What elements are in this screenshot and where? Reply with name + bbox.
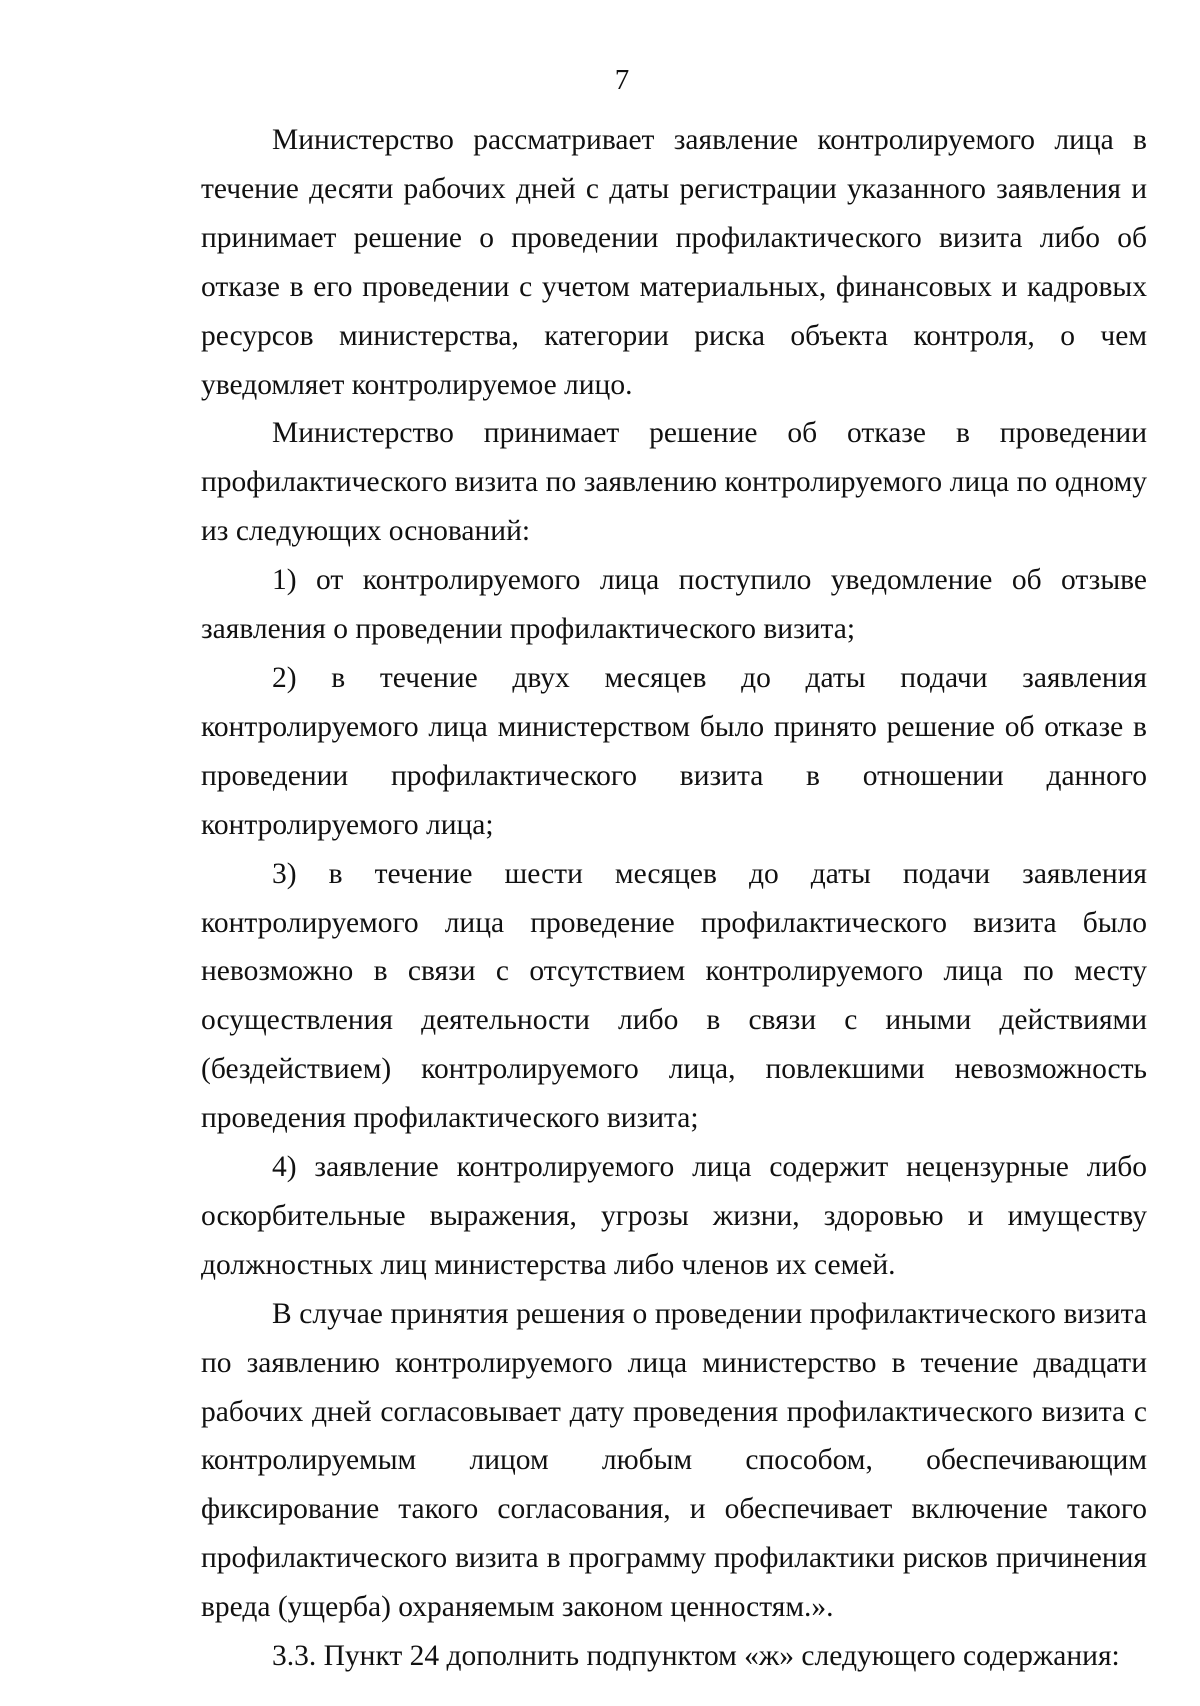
paragraph-refusal-grounds: Министерство принимает решение об отказе в проведении профилактического визита по заявлению контролируемого лица по одному из следующих оснований: [201, 417, 1147, 548]
page-number: 7 [614, 64, 630, 96]
paragraph-item-2: 2) в течение двух месяцев до даты подачи заявления контролируемого лица министерством было принято решение об отказе в проведении профилактического визита в отношении данного контролируемого лица; [201, 661, 1147, 841]
paragraph-item-4: 4) заявление контролируемого лица содержит нецензурные либо оскорбительные выражения, угрозы жизни, здоровью и имуществу должностных лиц министерства либо членов их семей. [201, 1151, 1147, 1281]
paragraph-visit-agreement: В случае принятия решения о проведении профилактического визита по заявлению контролируемого лица министерство в течение двадцати рабочих дней согласовывает дату проведения профилактического визита с контролируемым лицом любым способом, обеспечивающим фиксирование такого согласования, и обеспечивает включение такого профилактического визита в программу профилактики рисков причинения вреда (ущерба) охраняемым законом ценностям.». [201, 1297, 1147, 1624]
paragraph-item-3: 3) в течение шести месяцев до даты подачи заявления контролируемого лица проведение профилактического визита было невозможно в связи с отсутствием контролируемого лица по месту осуществления деятельности либо в связи с иными действиями (бездействием) контролируемого лица, повлекшими невозможность проведения профилактического визита; [201, 857, 1147, 1135]
paragraph-section-3-3: 3.3. Пункт 24 дополнить подпунктом «ж» следующего содержания: [272, 1640, 1120, 1673]
paragraph-ministry-review: Министерство рассматривает заявление контролируемого лица в течение десяти рабочих дней с даты регистрации указанного заявления и принимает решение о проведении профилактического визита либо об отказе в его проведении с учетом материальных, финансовых и кадровых ресурсов министерства, категории риска объекта контроля, о чем уведомляет контролируемое лицо. [201, 124, 1147, 401]
paragraph-item-1: 1) от контролируемого лица поступило уведомление об отзыве заявления о проведении профилактического визита; [201, 564, 1147, 646]
document-body [201, 116, 1147, 1681]
